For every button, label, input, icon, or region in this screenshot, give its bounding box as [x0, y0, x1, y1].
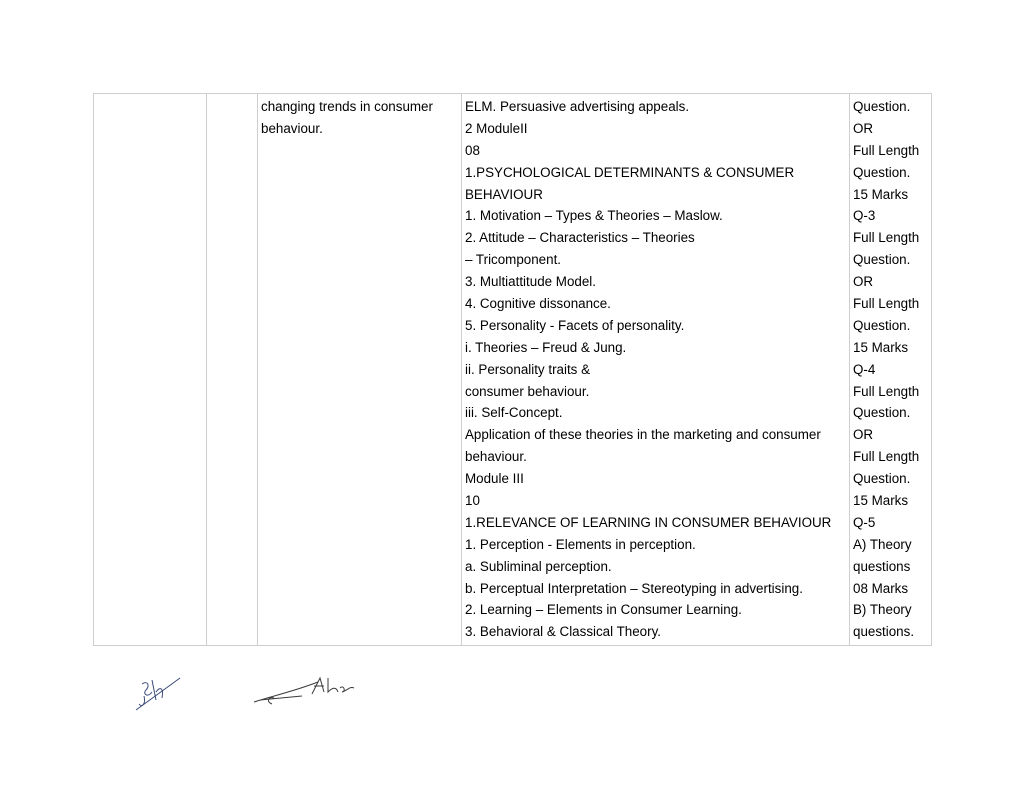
text-line: 3. Behavioral & Classical Theory.: [465, 624, 661, 640]
text-line: Full Length: [853, 230, 920, 246]
text-line: Question.: [853, 317, 911, 333]
text-line: iii. Self-Concept.: [465, 405, 563, 421]
text-line: Question.: [853, 99, 911, 114]
text-line: 08 Marks: [853, 580, 909, 596]
text-line: Question.: [853, 252, 911, 268]
text-line: Full Length: [853, 296, 920, 312]
text-line: B) Theory: [853, 602, 912, 618]
text-line: 15 Marks: [853, 186, 909, 202]
text-line: i. Theories – Freud & Jung.: [465, 339, 627, 355]
text-line: BEHAVIOUR: [465, 186, 543, 202]
text-line: 1. Motivation – Types & Theories – Maslow.: [465, 208, 723, 224]
topic-cell: [258, 94, 462, 646]
text-line: 5. Personality - Facets of personality.: [465, 317, 685, 333]
text-line: 3. Multiattitude Model.: [465, 274, 596, 290]
text-line: Full Length: [853, 383, 920, 399]
text-line: questions: [853, 558, 911, 574]
text-line: 15 Marks: [853, 493, 909, 509]
text-line: Full Length: [853, 449, 920, 465]
text-line: behaviour.: [465, 449, 527, 465]
text-line: Question.: [853, 164, 911, 180]
text-line: 1. Perception - Elements in perception.: [465, 536, 696, 552]
text-line: Question.: [853, 405, 911, 421]
text-line: Q-4: [853, 361, 876, 377]
text-line: questions.: [853, 624, 915, 640]
text-line: 2. Learning – Elements in Consumer Learning.: [465, 602, 742, 618]
cell-empty-2: [207, 94, 258, 646]
table-row: [94, 94, 932, 646]
text-line: 10: [465, 493, 480, 509]
text-line: Application of these theories in the marketing and consumer: [465, 427, 821, 443]
text-line: ii. Personality traits &: [465, 361, 591, 377]
syllabus-table: [93, 93, 932, 646]
text-line: 08: [465, 142, 480, 158]
text-line: 2 ModuleII: [465, 120, 528, 136]
text-line: a. Subliminal perception.: [465, 558, 612, 574]
text-line: – Tricomponent.: [465, 252, 562, 268]
text-line: OR: [853, 120, 874, 136]
signature-right: [252, 672, 358, 708]
text-line: ELM. Persuasive advertising appeals.: [465, 99, 690, 114]
text-line: behaviour.: [261, 120, 323, 136]
text-line: A) Theory: [853, 536, 912, 552]
text-line: Question.: [853, 471, 911, 487]
text-line: b. Perceptual Interpretation – Stereotyping in advertising.: [465, 580, 803, 596]
text-line: 2. Attitude – Characteristics – Theories: [465, 230, 695, 246]
text-line: 1.RELEVANCE OF LEARNING IN CONSUMER BEHAVIOUR: [465, 514, 832, 530]
signature-left: [130, 670, 186, 716]
text-line: Full Length: [853, 142, 920, 158]
marks-cell: [850, 94, 932, 646]
text-line: Module III: [465, 471, 524, 487]
text-line: 15 Marks: [853, 339, 909, 355]
content-cell: [462, 94, 850, 646]
text-line: OR: [853, 427, 874, 443]
text-line: Q-3: [853, 208, 876, 224]
text-line: Q-5: [853, 514, 876, 530]
text-line: OR: [853, 274, 874, 290]
text-line: consumer behaviour.: [465, 383, 590, 399]
cell-empty-1: [94, 94, 207, 646]
text-line: changing trends in consumer: [261, 99, 433, 114]
text-line: 1.PSYCHOLOGICAL DETERMINANTS & CONSUMER: [465, 164, 795, 180]
text-line: 4. Cognitive dissonance.: [465, 296, 611, 312]
